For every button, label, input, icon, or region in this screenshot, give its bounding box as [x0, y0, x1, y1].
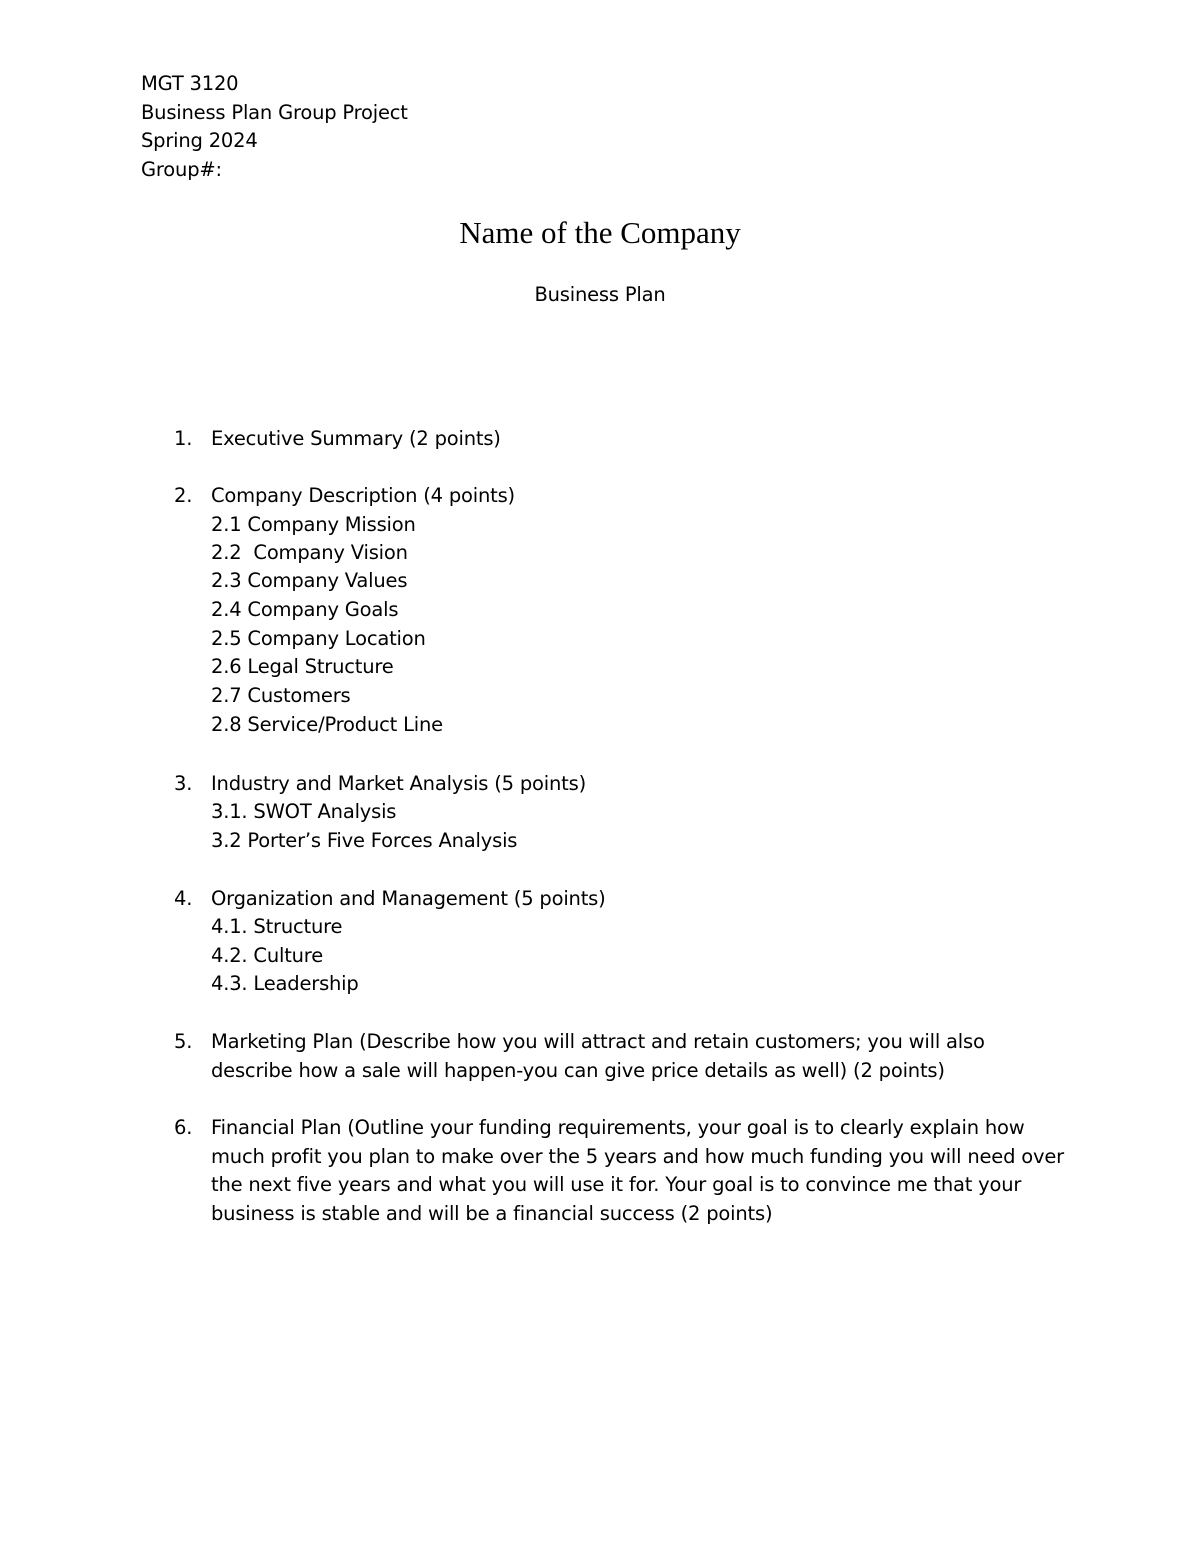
document-subtitle: Business Plan [534, 283, 666, 306]
section-heading: Financial Plan (Outline your funding requirements, your goal is to clearly explain how much profit you plan to make over the 5 years and how much funding you will need over the next five years and what you will use it for. Your goal is to convince me that your business is stable and will be a financial success (2 points) [211, 1116, 1064, 1225]
project-name: Business Plan Group Project [141, 100, 408, 124]
subsection-item: 2.2 Company Vision [211, 541, 408, 564]
section-heading: Executive Summary (2 points) [211, 427, 501, 450]
subsection-item: 2.8 Service/Product Line [211, 713, 443, 736]
subsection-item: 3.2 Porter’s Five Forces Analysis [211, 829, 518, 852]
section-number: 2. [174, 484, 193, 507]
term: Spring 2024 [141, 129, 258, 152]
section-number: 6. [174, 1116, 193, 1139]
section-number: 3. [174, 772, 193, 795]
course-code: MGT 3120 [141, 72, 239, 95]
section-number: 5. [174, 1030, 193, 1053]
subsection-item: 3.1. SWOT Analysis [211, 800, 397, 823]
subsection-item: 2.1 Company Mission [211, 513, 416, 536]
subsection-item: 4.3. Leadership [211, 972, 359, 995]
section-number: 1. [174, 427, 193, 450]
section-heading: Company Description (4 points) [211, 484, 515, 507]
section-number: 4. [174, 887, 193, 910]
subsection-item: 4.1. Structure [211, 915, 343, 938]
subsection-item: 4.2. Culture [211, 944, 323, 967]
subsection-item: 2.5 Company Location [211, 627, 426, 650]
section-heading: Industry and Market Analysis (5 points) [211, 772, 586, 795]
document-title: Name of the Company [459, 215, 741, 250]
subsection-item: 2.4 Company Goals [211, 598, 399, 621]
subsection-item: 2.3 Company Values [211, 569, 408, 592]
subsection-item: 2.6 Legal Structure [211, 655, 394, 678]
document-header [141, 70, 408, 184]
group-number: Group#: [141, 157, 222, 181]
section-heading: Organization and Management (5 points) [211, 887, 606, 910]
section-heading: Marketing Plan (Describe how you will attract and retain customers; you will also describe how a sale will happen-you can give price details as well) (2 points) [211, 1030, 985, 1082]
subsection-item: 2.7 Customers [211, 684, 351, 707]
